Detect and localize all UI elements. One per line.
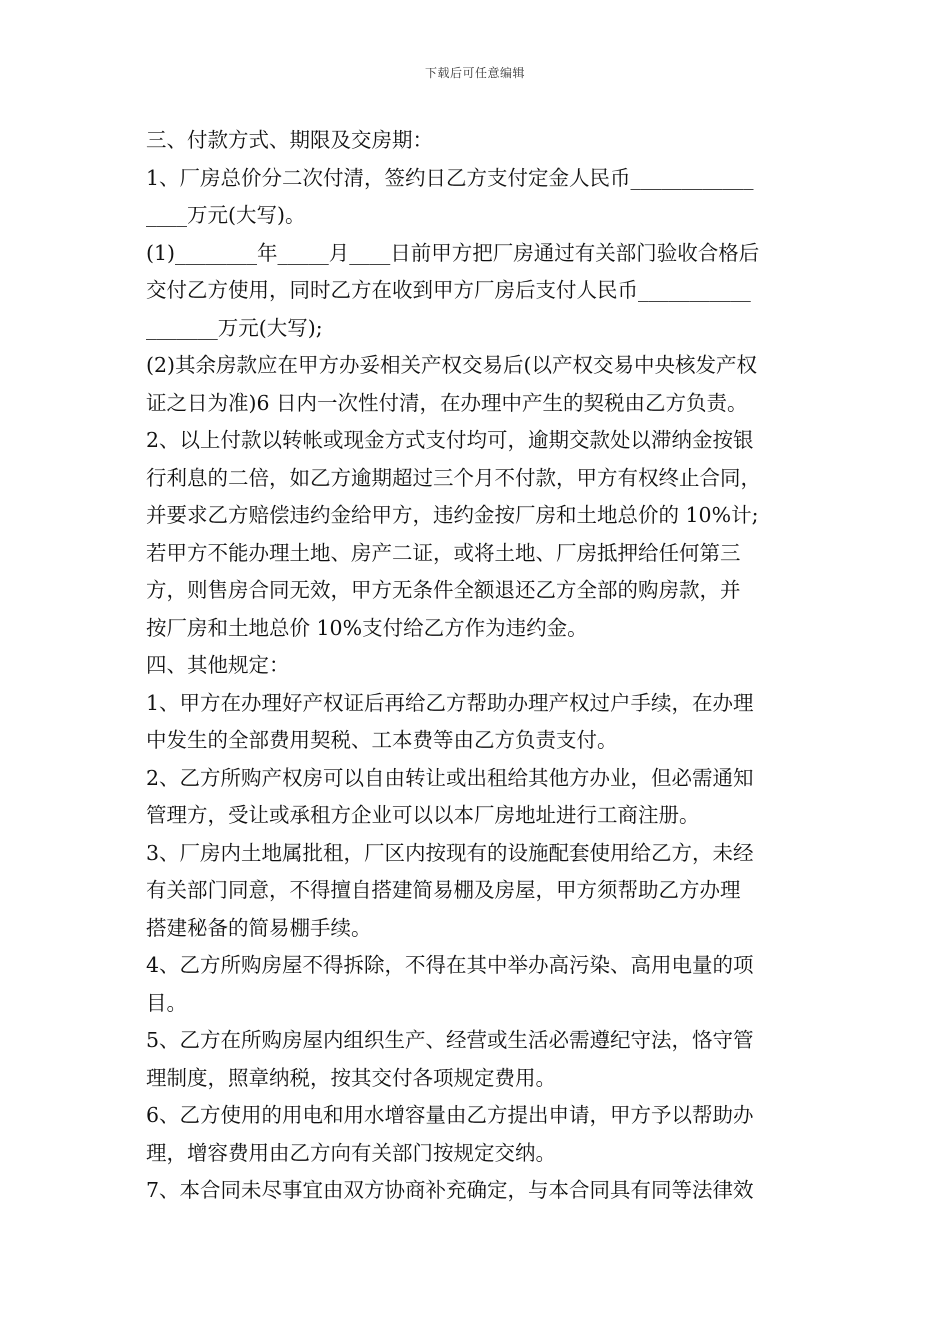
paragraph-line: 目。 <box>146 990 187 1015</box>
paragraph-line: 7、本合同未尽事宜由双方协商补充确定，与本合同具有同等法律效 <box>146 1178 754 1202</box>
paragraph-line: (2)其余房款应在甲方办妥相关产权交易后(以产权交易中央核发产权 <box>146 353 758 377</box>
paragraph-line: 方，则售房合同无效，甲方无条件全额退还乙方全部的购房款，并 <box>146 578 741 602</box>
paragraph-line: 若甲方不能办理土地、房产二证，或将土地、厂房抵押给任何第三 <box>146 540 741 565</box>
paragraph-line: 6、乙方使用的用电和用水增容量由乙方提出申请，甲方予以帮助办 <box>146 1103 754 1127</box>
paragraph-line: 交付乙方使用，同时乙方在收到甲方厂房后支付人民币___________ <box>146 278 751 302</box>
paragraph-line: 管理方，受让或承租方企业可以以本厂房地址进行工商注册。 <box>146 803 700 827</box>
paragraph-line: 并要求乙方赔偿违约金给甲方，违约金按厂房和土地总价的 10%计; <box>146 503 759 527</box>
paragraph-line: 搭建秘备的简易棚手续。 <box>146 915 372 940</box>
paragraph-line: 中发生的全部费用契税、工本费等由乙方负责支付。 <box>146 728 618 752</box>
paragraph-line: 5、乙方在所购房屋内组织生产、经营或生活必需遵纪守法，恪守管 <box>146 1028 754 1052</box>
paragraph-line: 1、厂房总价分二次付清，签约日乙方支付定金人民币____________ <box>146 165 754 190</box>
paragraph-line: 理，增容费用由乙方向有关部门按规定交纳。 <box>146 1140 556 1165</box>
paragraph-line: 理制度，照章纳税，按其交付各项规定费用。 <box>146 1065 556 1090</box>
paragraph-line: 有关部门同意，不得擅自搭建简易棚及房屋，甲方须帮助乙方办理 <box>146 878 741 902</box>
paragraph-line: 1、甲方在办理好产权证后再给乙方帮助办理产权过户手续，在办理 <box>146 690 754 715</box>
paragraph-line: 行利息的二倍，如乙方逾期超过三个月不付款，甲方有权终止合同， <box>146 465 761 490</box>
document-body <box>146 122 808 1210</box>
paragraph-line: 2、以上付款以转帐或现金方式支付均可，逾期交款处以滞纳金按银 <box>146 428 754 452</box>
paragraph-line: 3、厂房内土地属批租，厂区内按现有的设施配套使用给乙方，未经 <box>146 840 754 865</box>
paragraph-line: 4、乙方所购房屋不得拆除，不得在其中举办高污染、高用电量的项 <box>146 953 754 977</box>
page-header: 下载后可任意编辑 <box>424 66 525 80</box>
section-heading-other: 四、其他规定： <box>146 653 290 677</box>
paragraph-line: _______万元(大写); <box>146 315 323 340</box>
paragraph-line: 证之日为准)6 日内一次性付清，在办理中产生的契税由乙方负责。 <box>146 390 748 415</box>
paragraph-line: 2、乙方所购产权房可以自由转让或出租给其他方办业，但必需通知 <box>146 765 754 790</box>
section-heading-payment: 三、付款方式、期限及交房期： <box>146 128 433 152</box>
paragraph-line: 按厂房和土地总价 10%支付给乙方作为违约金。 <box>146 615 588 640</box>
paragraph-line: ____万元(大写)。 <box>146 203 306 227</box>
paragraph-line: (1)________年_____月____日前甲方把厂房通过有关部门验收合格后 <box>146 240 760 265</box>
